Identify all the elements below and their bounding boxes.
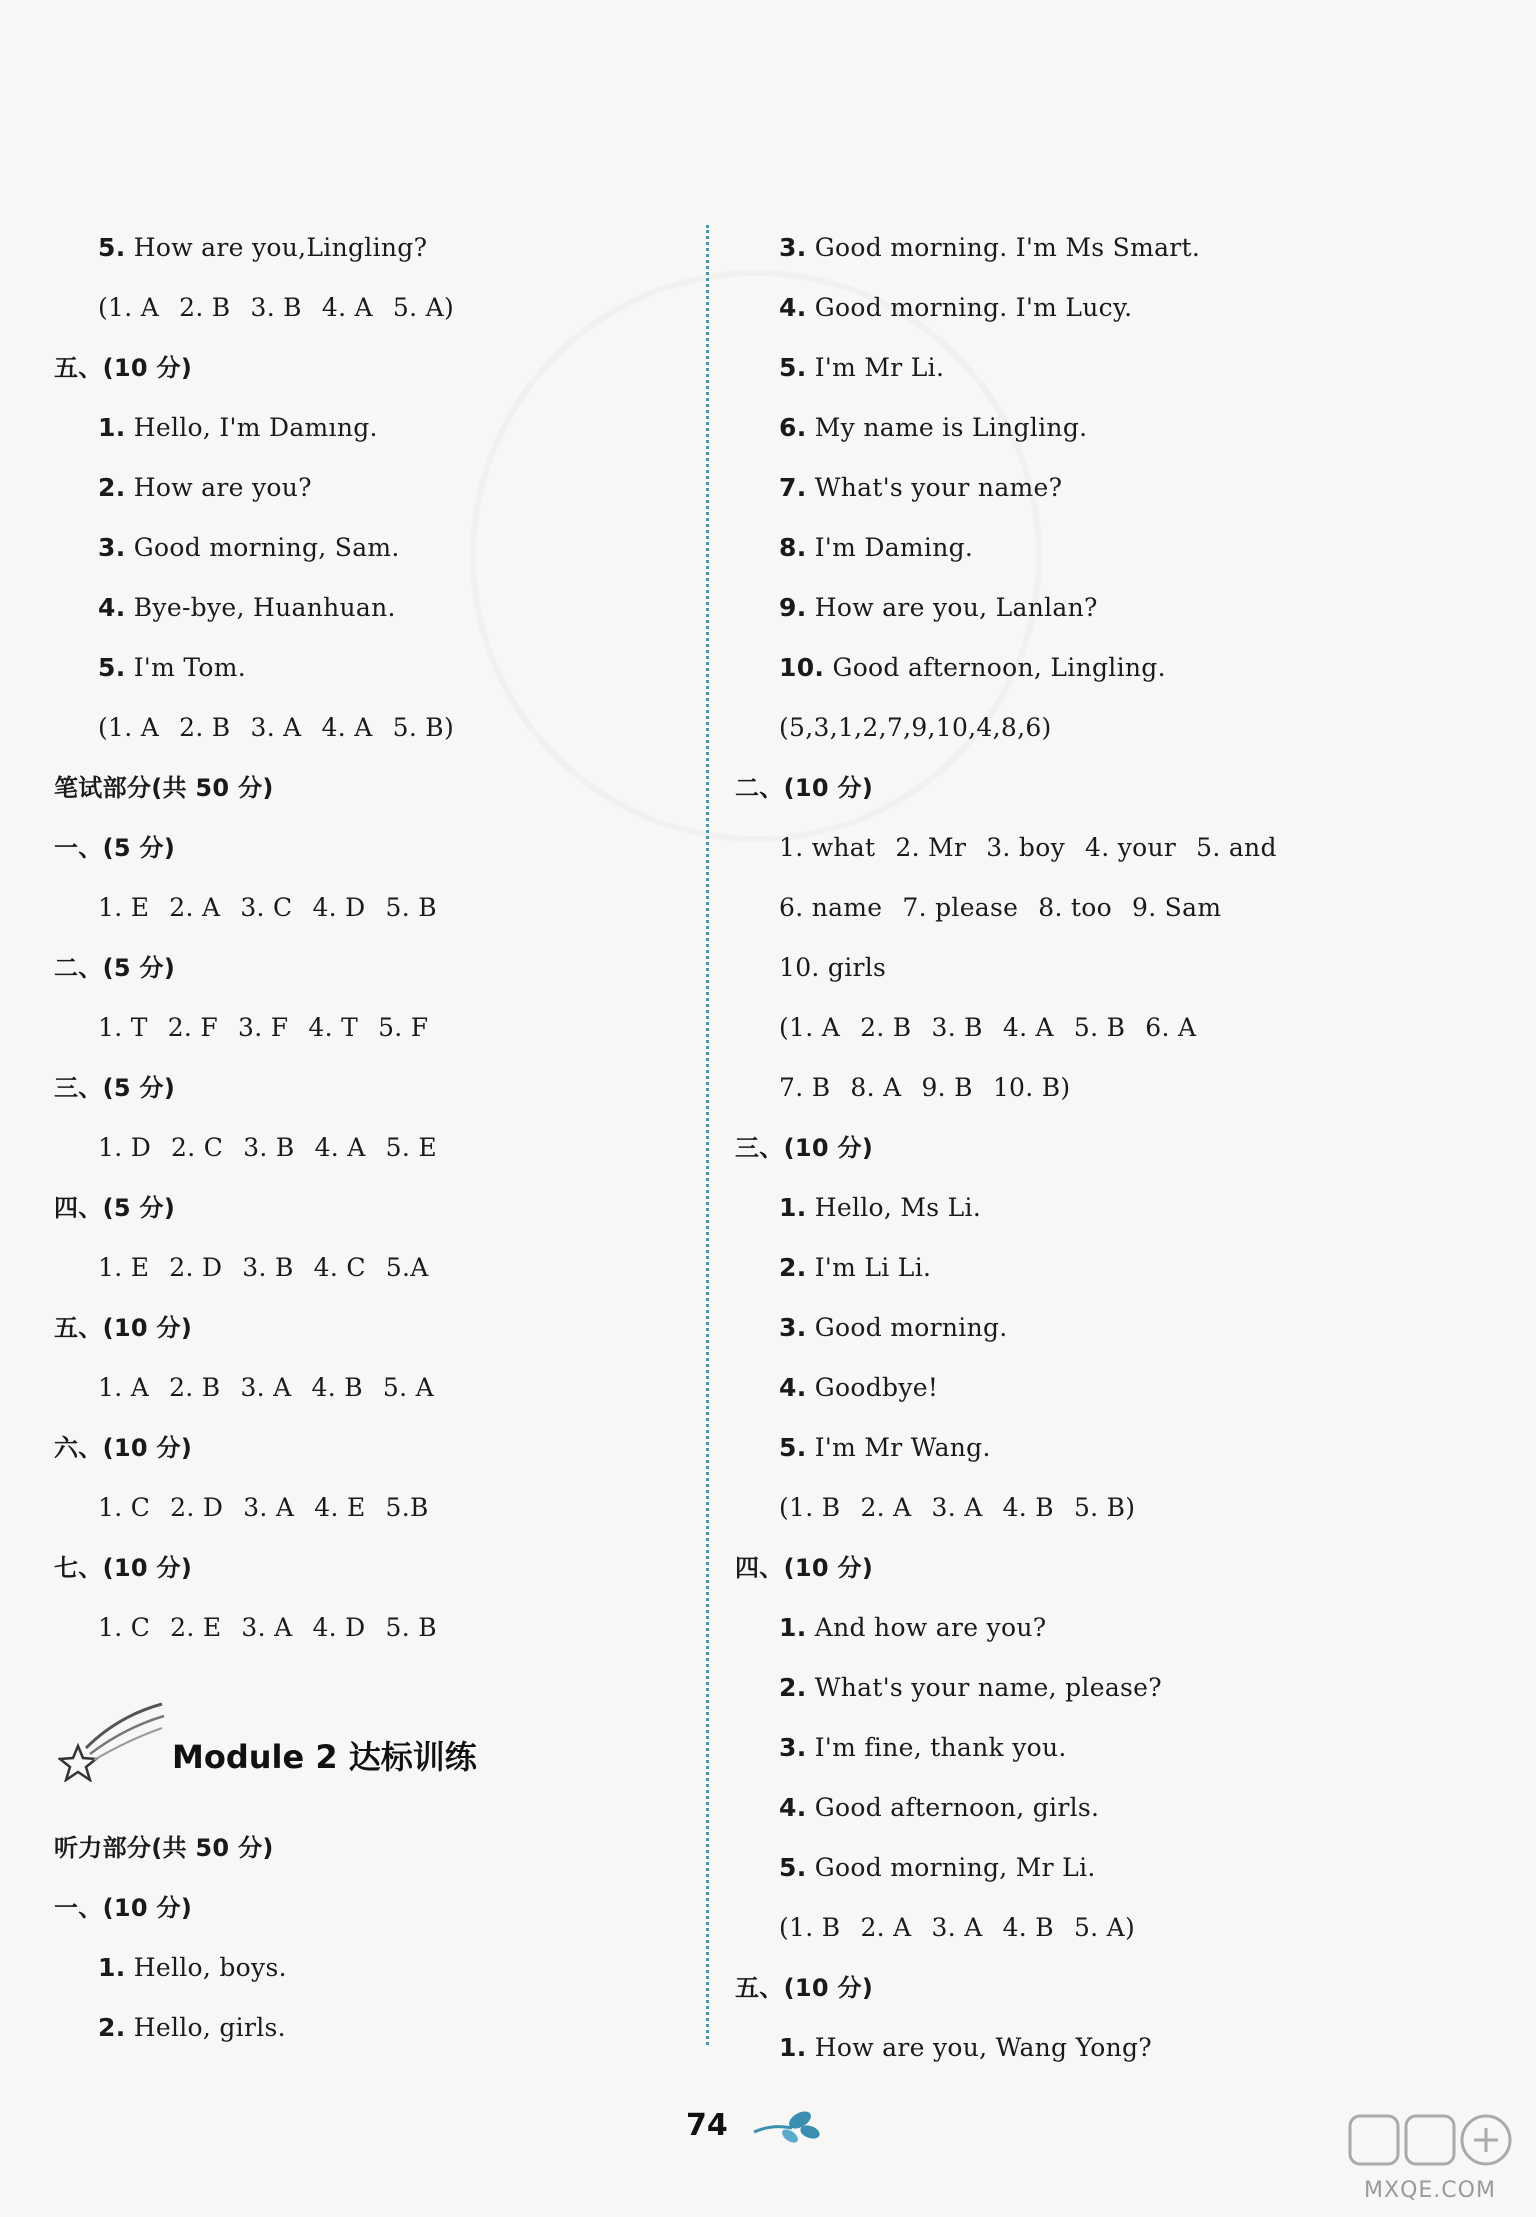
answer-item — [54, 1998, 694, 2058]
answer-item — [735, 2018, 1495, 2078]
answer-row — [735, 818, 1495, 878]
item-text: Goodbye! — [814, 1373, 939, 1402]
answer-choice: 3. F — [238, 1013, 289, 1042]
item-text: Good afternoon, girls. — [814, 1793, 1100, 1822]
answer-choice: (1. A — [98, 713, 160, 742]
answer-item — [735, 1838, 1495, 1898]
answer-choice: 3. C — [240, 893, 293, 922]
item-number: 4. — [779, 1793, 807, 1822]
answer-choice: 1. A — [98, 1373, 150, 1402]
item-text: I'm Daming. — [814, 533, 974, 562]
answer-choice: 2. F — [167, 1013, 219, 1042]
answer-choice: 2. E — [170, 1613, 222, 1642]
answer-row — [54, 1598, 694, 1658]
answer-row — [54, 998, 694, 1058]
item-number: 5. — [98, 653, 126, 682]
item-number: 3. — [98, 533, 126, 562]
module-content — [54, 1818, 694, 2058]
answer-item — [735, 1658, 1495, 1718]
answer-choice: 4. B — [311, 1373, 363, 1402]
answer-choice: 5. B) — [1073, 1493, 1136, 1522]
answer-choice: 2. Mr — [895, 833, 967, 862]
item-number: 1. — [779, 1613, 807, 1642]
item-number: 6. — [779, 413, 807, 442]
site-watermark-logo — [1340, 2108, 1520, 2208]
column-divider — [706, 225, 709, 2045]
answer-choice: 6. A — [1145, 1013, 1197, 1042]
item-text: Hello, girls. — [133, 2013, 286, 2042]
answer-row — [735, 878, 1495, 938]
answer-choice: 5.A — [385, 1253, 429, 1282]
answer-item — [54, 398, 694, 458]
item-text: Good morning, Mr Li. — [814, 1853, 1096, 1882]
answer-choice: 5. B) — [392, 713, 455, 742]
section-header: 五、(10 分) — [54, 1314, 193, 1342]
answer-choice: 5. B — [1073, 1013, 1126, 1042]
answer-row — [735, 938, 1495, 998]
item-number: 8. — [779, 533, 807, 562]
item-number: 1. — [779, 1193, 807, 1222]
answer-row — [54, 1358, 694, 1418]
item-number: 5. — [779, 1853, 807, 1882]
item-text: Good morning, Sam. — [133, 533, 400, 562]
item-text: How are you,Lingling? — [133, 233, 428, 262]
answer-item — [54, 458, 694, 518]
item-number: 1. — [779, 2033, 807, 2062]
section-header: 六、(10 分) — [54, 1434, 193, 1462]
leaf-ornament-icon — [752, 2102, 822, 2146]
answer-item — [735, 638, 1495, 698]
answer-row — [54, 1238, 694, 1298]
answer-choice: 2. B — [179, 293, 231, 322]
answer-choice: 2. A — [169, 893, 221, 922]
section-header: 七、(10 分) — [54, 1554, 193, 1582]
answer-choice: 1. C — [98, 1493, 151, 1522]
item-text: And how are you? — [814, 1613, 1047, 1642]
answer-item — [54, 1938, 694, 1998]
item-text: How are you, Wang Yong? — [814, 2033, 1152, 2062]
section-header: 笔试部分(共 50 分) — [54, 774, 274, 802]
item-text: Good afternoon, Lingling. — [832, 653, 1166, 682]
answer-logo-icon — [1340, 2108, 1520, 2178]
section-header: 三、(5 分) — [54, 1074, 176, 1102]
answer-row — [735, 1898, 1495, 1958]
answer-choice: 5. B — [385, 893, 437, 922]
item-number: 2. — [779, 1673, 807, 1702]
answer-choice: 3. A — [931, 1913, 983, 1942]
answer-choice: (1. A — [779, 1013, 841, 1042]
answer-item — [735, 1718, 1495, 1778]
answer-item — [54, 578, 694, 638]
answer-choice: 7. please — [902, 893, 1019, 922]
answer-choice: 5.B — [385, 1493, 429, 1522]
answer-row — [735, 998, 1495, 1058]
item-number: 5. — [779, 353, 807, 382]
item-text: Good morning. — [814, 1313, 1008, 1342]
answer-choice: 4. B — [1002, 1913, 1054, 1942]
answer-choice: 4. A — [1002, 1013, 1054, 1042]
answer-choice: 3. A — [243, 1493, 295, 1522]
answer-item — [735, 1598, 1495, 1658]
answer-choice: 3. A — [250, 713, 302, 742]
answer-row — [54, 878, 694, 938]
item-number: 5. — [779, 1433, 807, 1462]
answer-item — [735, 1298, 1495, 1358]
item-text: How are you? — [133, 473, 312, 502]
item-number: 3. — [779, 1733, 807, 1762]
item-text: My name is Lingling. — [814, 413, 1088, 442]
answer-choice: (1. B — [779, 1913, 841, 1942]
answer-choice: 4. E — [314, 1493, 366, 1522]
page-footer — [0, 2098, 1536, 2158]
answer-row — [735, 1058, 1495, 1118]
answer-row — [54, 1118, 694, 1178]
answer-choice: 2. D — [169, 1253, 223, 1282]
answer-choice: 1. E — [98, 893, 150, 922]
item-number: 4. — [779, 293, 807, 322]
item-text: I'm fine, thank you. — [814, 1733, 1067, 1762]
answer-row — [54, 278, 694, 338]
item-text: Hello, I'm Damıng. — [133, 413, 378, 442]
section-header: 一、(10 分) — [54, 1894, 193, 1922]
answer-choice: 5. F — [378, 1013, 429, 1042]
answer-choice: 8. A — [850, 1073, 902, 1102]
item-number: 3. — [779, 233, 807, 262]
answer-item — [735, 518, 1495, 578]
answer-choice: 5. A) — [1073, 1913, 1136, 1942]
answer-choice: 9. B — [921, 1073, 973, 1102]
answer-choice: (1. A — [98, 293, 160, 322]
item-text: Hello, boys. — [133, 1953, 287, 1982]
answer-choice: 2. A — [860, 1913, 912, 1942]
answer-choice: 5. and — [1196, 833, 1277, 862]
answer-choice: 2. B — [179, 713, 231, 742]
section-header: 四、(5 分) — [54, 1194, 176, 1222]
answer-choice: 4. A — [321, 713, 373, 742]
section-header: 五、(10 分) — [735, 1974, 874, 2002]
answer-choice: 3. A — [931, 1493, 983, 1522]
item-text: I'm Mr Li. — [814, 353, 945, 382]
answer-choice: 4. A — [321, 293, 373, 322]
answer-choice: 1. what — [779, 833, 876, 862]
answer-choice: 4. A — [314, 1133, 366, 1162]
answer-choice: 4. D — [312, 893, 366, 922]
answer-row — [54, 698, 694, 758]
answer-choice: 5. B — [385, 1613, 437, 1642]
item-text: Hello, Ms Li. — [814, 1193, 982, 1222]
answer-item — [735, 1778, 1495, 1838]
answer-choice: 5. A — [382, 1373, 434, 1402]
answer-item — [735, 338, 1495, 398]
section-header: 二、(10 分) — [735, 774, 874, 802]
answer-item — [735, 278, 1495, 338]
item-number: 1. — [98, 1953, 126, 1982]
answer-choice: 5. E — [385, 1133, 437, 1162]
item-text: Good morning. I'm Ms Smart. — [814, 233, 1201, 262]
section-header: 三、(10 分) — [735, 1134, 874, 1162]
shooting-star-icon — [58, 1698, 168, 1782]
answer-item — [735, 1178, 1495, 1238]
item-text: What's your name? — [814, 473, 1063, 502]
section-header: 听力部分(共 50 分) — [54, 1834, 274, 1862]
item-number: 7. — [779, 473, 807, 502]
answer-choice: 2. D — [170, 1493, 224, 1522]
answer-item — [735, 578, 1495, 638]
answer-choice: 1. D — [98, 1133, 152, 1162]
answer-choice: 10. girls — [779, 953, 887, 982]
answer-item — [735, 1418, 1495, 1478]
item-text: Good morning. I'm Lucy. — [814, 293, 1133, 322]
answer-row — [54, 1478, 694, 1538]
module-title: Module 2 达标训练 — [172, 1738, 477, 1776]
watermark-site-text: MXQE.COM — [1364, 2178, 1496, 2203]
module-heading — [58, 1722, 477, 1788]
item-number: 2. — [98, 2013, 126, 2042]
answer-choice: 3. B — [243, 1133, 295, 1162]
item-number: 3. — [779, 1313, 807, 1342]
answer-choice: (1. B — [779, 1493, 841, 1522]
answer-choice: 5. A) — [392, 293, 455, 322]
answer-choice: 3. A — [240, 1373, 292, 1402]
answer-choice: 1. E — [98, 1253, 150, 1282]
answer-choice: 3. boy — [986, 833, 1065, 862]
answer-sequence: (5,3,1,2,7,9,10,4,8,6) — [779, 713, 1052, 742]
answer-item — [735, 1358, 1495, 1418]
answer-choice: 4. your — [1085, 833, 1177, 862]
section-header: 一、(5 分) — [54, 834, 176, 862]
item-number: 2. — [779, 1253, 807, 1282]
item-text: I'm Mr Wang. — [814, 1433, 991, 1462]
answer-choice: 3. B — [931, 1013, 983, 1042]
answer-item — [735, 458, 1495, 518]
answer-item — [735, 398, 1495, 458]
answer-choice: 3. B — [242, 1253, 294, 1282]
answer-choice: 4. C — [313, 1253, 366, 1282]
answer-choice: 4. D — [312, 1613, 366, 1642]
answer-item — [735, 1238, 1495, 1298]
answer-choice: 2. A — [860, 1493, 912, 1522]
answer-choice: 6. name — [779, 893, 883, 922]
section-header: 五、(10 分) — [54, 354, 193, 382]
page-number: 74 — [686, 2108, 728, 2143]
section-header: 四、(10 分) — [735, 1554, 874, 1582]
answer-choice: 10. B) — [992, 1073, 1071, 1102]
answer-item — [735, 218, 1495, 278]
item-text: I'm Tom. — [133, 653, 246, 682]
answer-choice: 7. B — [779, 1073, 831, 1102]
answer-choice: 4. T — [308, 1013, 359, 1042]
item-text: Bye-bye, Huanhuan. — [133, 593, 396, 622]
answer-choice: 4. B — [1002, 1493, 1054, 1522]
right-column — [735, 218, 1495, 2078]
section-header: 二、(5 分) — [54, 954, 176, 982]
item-text: How are you, Lanlan? — [814, 593, 1098, 622]
item-number: 9. — [779, 593, 807, 622]
answer-choice: 9. Sam — [1131, 893, 1222, 922]
answer-choice: 8. too — [1038, 893, 1112, 922]
answer-item — [54, 218, 694, 278]
answer-choice: 1. C — [98, 1613, 151, 1642]
answer-row — [735, 1478, 1495, 1538]
answer-choice: 3. A — [241, 1613, 293, 1642]
item-number: 4. — [779, 1373, 807, 1402]
answer-choice: 2. B — [169, 1373, 221, 1402]
item-number: 2. — [98, 473, 126, 502]
left-column — [54, 218, 694, 1658]
answer-item — [54, 518, 694, 578]
item-text: I'm Li Li. — [814, 1253, 932, 1282]
item-text: What's your name, please? — [814, 1673, 1162, 1702]
answer-choice: 2. B — [860, 1013, 912, 1042]
item-number: 10. — [779, 653, 825, 682]
answer-choice: 2. C — [171, 1133, 224, 1162]
answer-choice: 3. B — [250, 293, 302, 322]
answer-item — [54, 638, 694, 698]
answer-choice: 1. T — [98, 1013, 148, 1042]
item-number: 5. — [98, 233, 126, 262]
item-number: 4. — [98, 593, 126, 622]
item-number: 1. — [98, 413, 126, 442]
